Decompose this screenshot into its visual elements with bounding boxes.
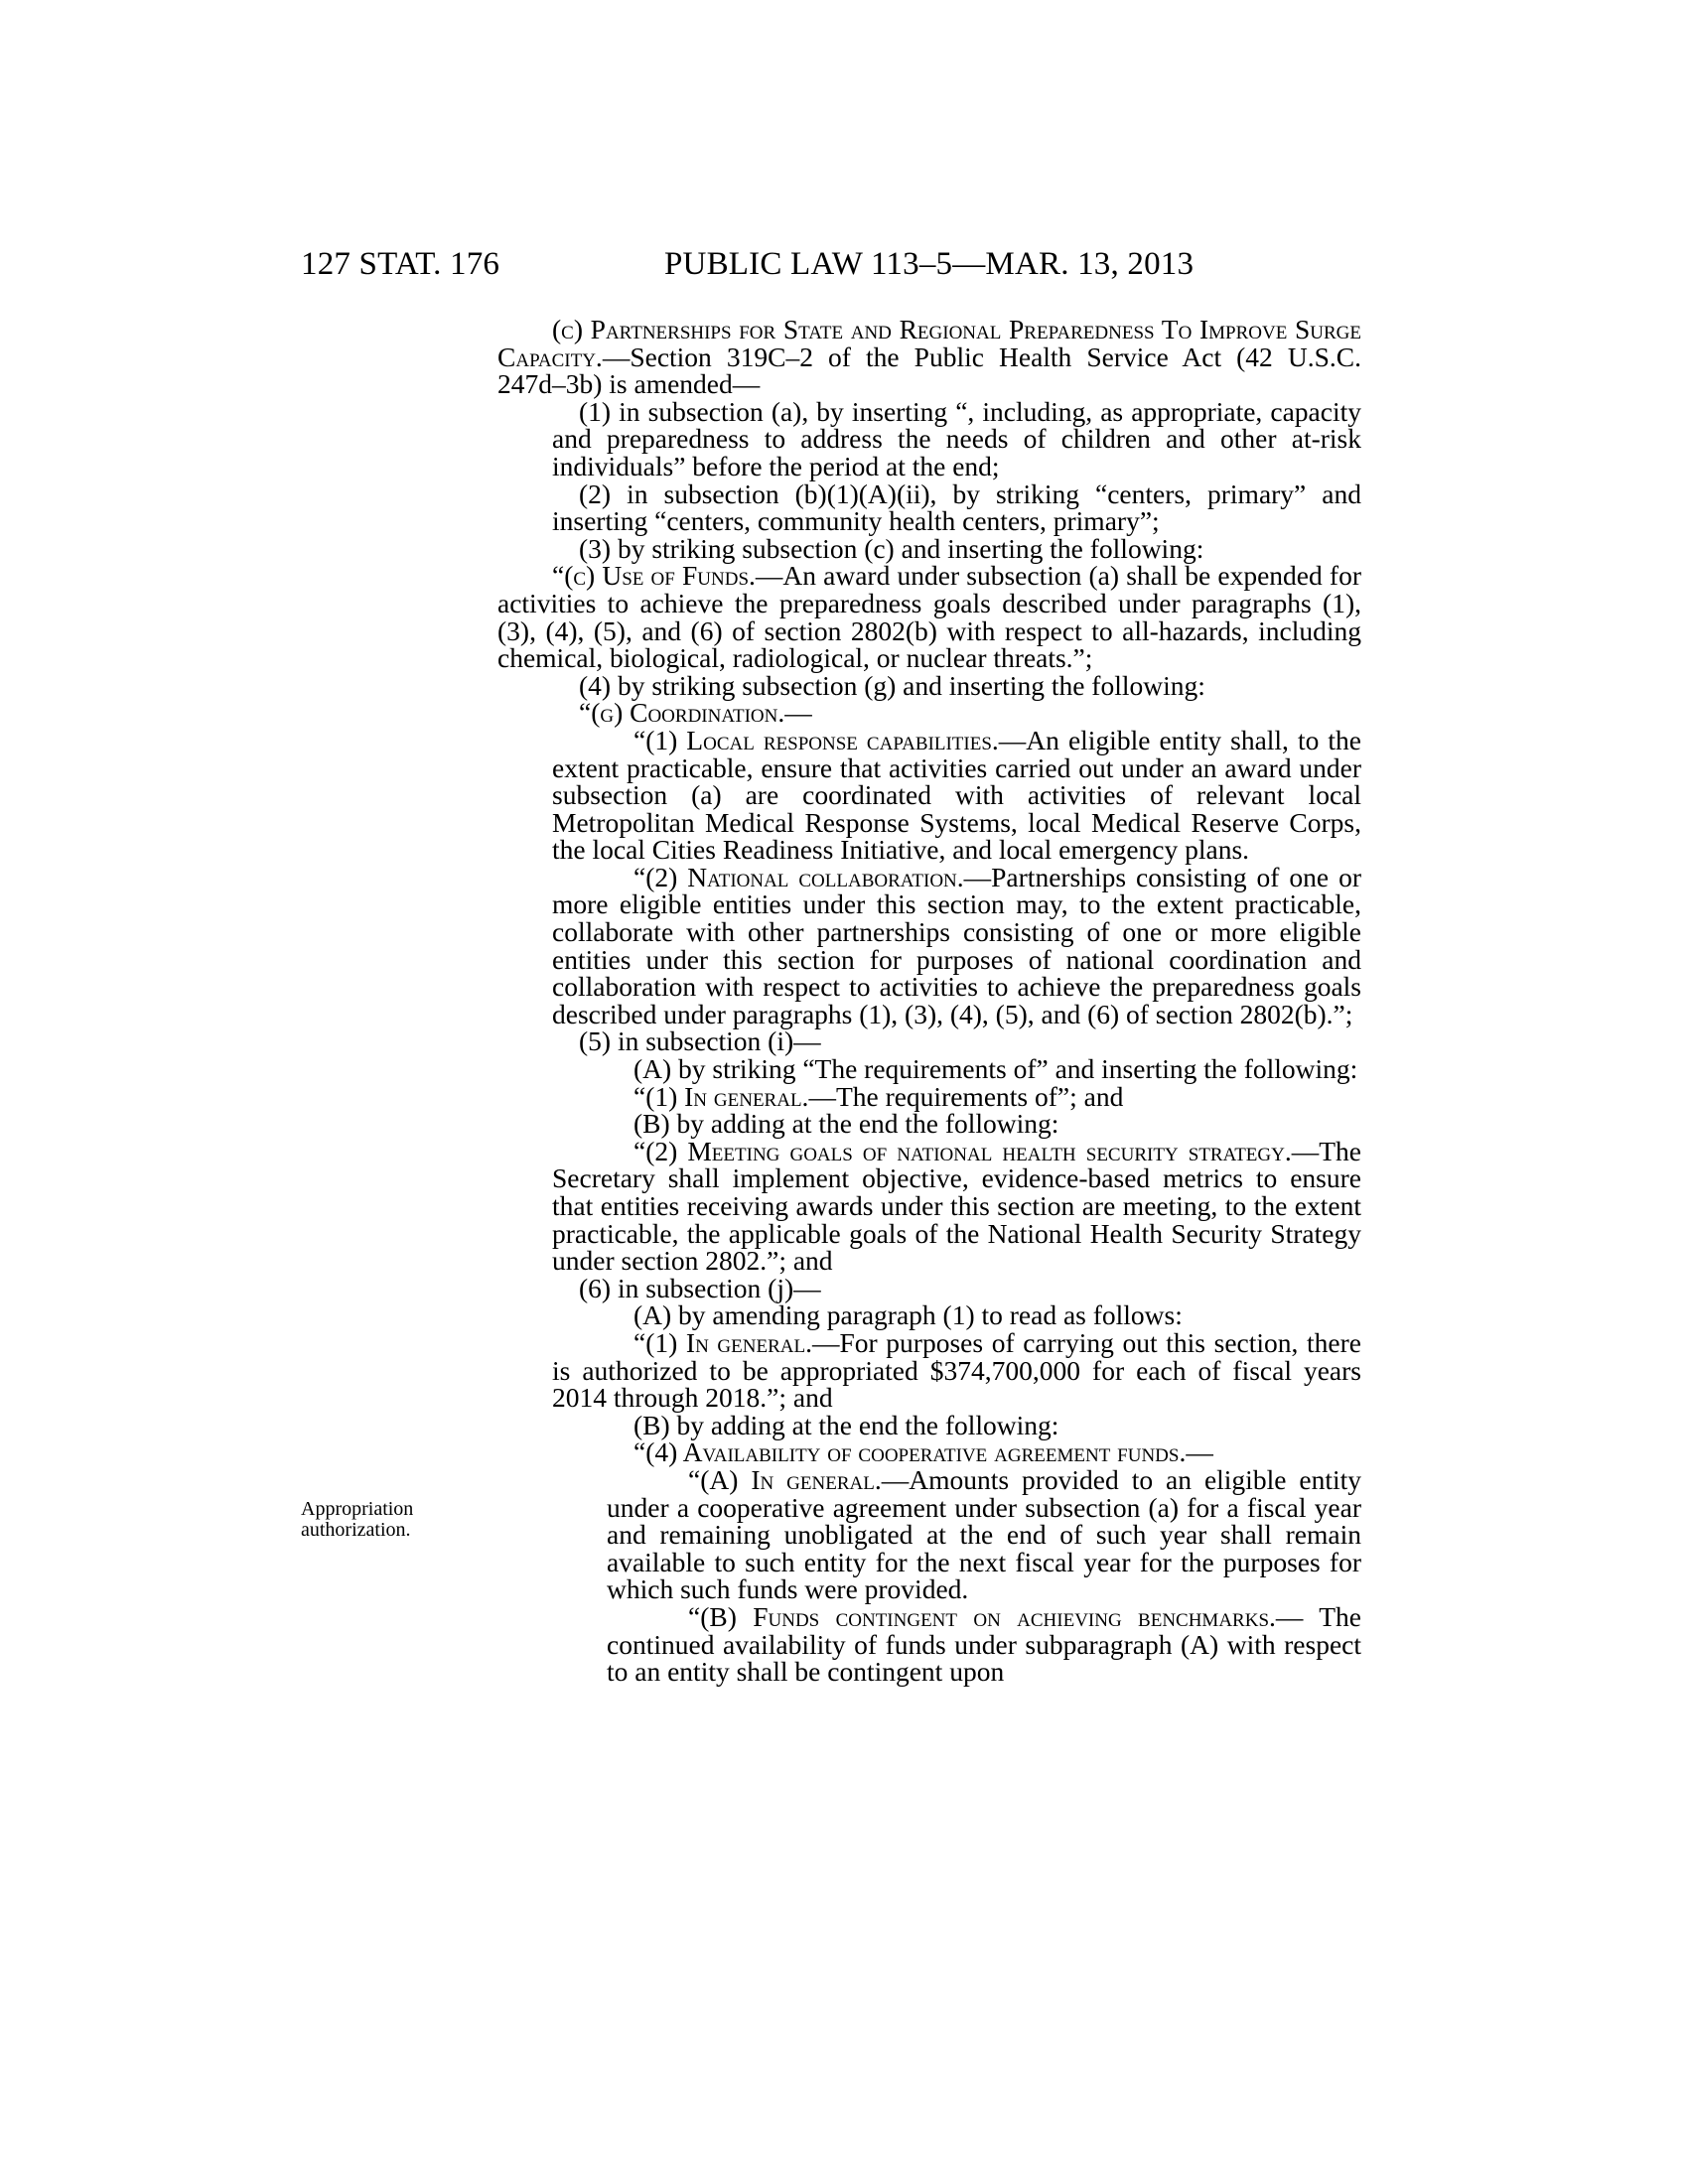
paragraph-heading: “(4) Availability of cooperative agreement funds. <box>633 1436 1187 1468</box>
paragraph-text: — <box>784 697 812 729</box>
page-stat-citation: 127 STAT. 176 <box>301 246 500 282</box>
paragraph-text: —An eligible entity shall, to the extent practicable, ensure that activities carried out under an award under subsection (a) are coordinated with activities of relevant local Metropolitan Medical Response Systems, local Medical Reserve Corps, the local Cities Readiness Initiative, and local emergency plans. <box>552 724 1362 866</box>
paragraph <box>497 1600 1361 1688</box>
paragraph-text: — The continued availability of funds under subparagraph (A) with respect to an entity shall be contingent upon <box>607 1600 1361 1688</box>
paragraph: (B) by adding at the end the following: <box>633 1108 1059 1140</box>
paragraph-heading: “(2) National collaboration. <box>633 861 964 892</box>
paragraph <box>497 861 1361 1029</box>
paragraph-text: —The requirements of”; and <box>808 1080 1124 1112</box>
paragraph: (4) by striking subsection (g) and inserting the following: <box>579 669 1205 701</box>
paragraph: (5) in subsection (i)— <box>579 1025 821 1057</box>
paragraph: (6) in subsection (j)— <box>579 1272 821 1303</box>
paragraph-text: —For purposes of carrying out this section, there is authorized to be appropriated $374,700,000 for each of fiscal years 2014 through 2018.”; and <box>552 1326 1361 1414</box>
paragraph-text: —Amounts provided to an eligible entity under a cooperative agreement under subsection (a) for a fiscal year and remaining unobligated at the end of such year shall remain available to such entity for the next fiscal year for the purposes for which such funds were provided. <box>607 1463 1362 1605</box>
paragraph: (2) in subsection (b)(1)(A)(ii), by striking “centers, primary” and inserting “centers, community health centers, primary”; <box>552 478 1361 537</box>
paragraph <box>497 560 1361 674</box>
paragraph: (A) by amending paragraph (1) to read as follows: <box>633 1299 1183 1331</box>
paragraph-text: —Section 319C–2 of the Public Health Service Act (42 U.S.C. 247d–3b) is amended— <box>497 341 1361 400</box>
paragraph-heading: “(2) Meeting goals of national health security strategy. <box>633 1135 1292 1166</box>
paragraph-text: —The Secretary shall implement objective, evidence-based metrics to ensure that entities receiving awards under this section are meeting, to the extent practicable, the applicable goals of the National Health Security Strategy under section 2802.”; and <box>552 1135 1361 1277</box>
paragraph: (3) by striking subsection (c) and inserting the following: <box>579 532 1204 564</box>
paragraph-heading: “(1) Local response capabilities. <box>633 724 999 755</box>
paragraph-heading: “(1) In general. <box>633 1326 812 1358</box>
margin-note-line: authorization. <box>301 1519 411 1541</box>
paragraph: (1) in subsection (a), by inserting “, including, as appropriate, capacity and preparedness to address the needs of children and other at-risk individuals” before the period at the end; <box>552 395 1361 481</box>
paragraph <box>497 316 1361 398</box>
statute-body <box>497 316 1361 1686</box>
paragraph <box>497 724 1362 866</box>
paragraph <box>497 1438 1361 1466</box>
paragraph: (B) by adding at the end the following: <box>633 1409 1059 1440</box>
paragraph-heading: “(1) In general. <box>633 1080 809 1112</box>
paragraph-heading: “(c) Use of Funds. <box>552 560 756 592</box>
paragraph-heading: “(g) Coordination. <box>579 697 785 729</box>
paragraph-text: —Partnerships consisting of one or more eligible entities under this section may, to the extent practicable, collaborate with other partnerships consisting of one or more eligible entities under this section for purposes of national coordination and collaboration with respect to activities to achieve the preparedness goals described under paragraphs (1), (3), (4), (5), and (6) of section 2802(b).”; <box>552 861 1361 1029</box>
paragraph <box>497 1135 1361 1277</box>
paragraph-text: — <box>1186 1436 1213 1468</box>
paragraph <box>497 1326 1361 1414</box>
paragraph: (A) by striking “The requirements of” and inserting the following: <box>633 1053 1358 1085</box>
margin-note <box>301 1499 440 1541</box>
paragraph-heading: (c) Partnerships for State and Regional Preparedness To Improve Surge Capacity. <box>497 314 1361 372</box>
paragraph <box>497 1080 1361 1112</box>
paragraph-heading: “(A) In general. <box>688 1463 882 1495</box>
paragraph-text: —An award under subsection (a) shall be expended for activities to achieve the preparedness goals described under paragraphs (1), (3), (4), (5), and (6) of section 2802(b) with respect to all-hazards, including chemical, biological, radiological, or nuclear threats.”; <box>497 560 1361 674</box>
paragraph <box>497 1463 1362 1605</box>
paragraph <box>497 699 1361 727</box>
margin-note-line: Appropriation <box>301 1498 414 1520</box>
paragraph-heading: “(B) Funds contingent on achieving benchmarks. <box>688 1600 1276 1632</box>
running-header-title: PUBLIC LAW 113–5—MAR. 13, 2013 <box>664 246 1195 282</box>
